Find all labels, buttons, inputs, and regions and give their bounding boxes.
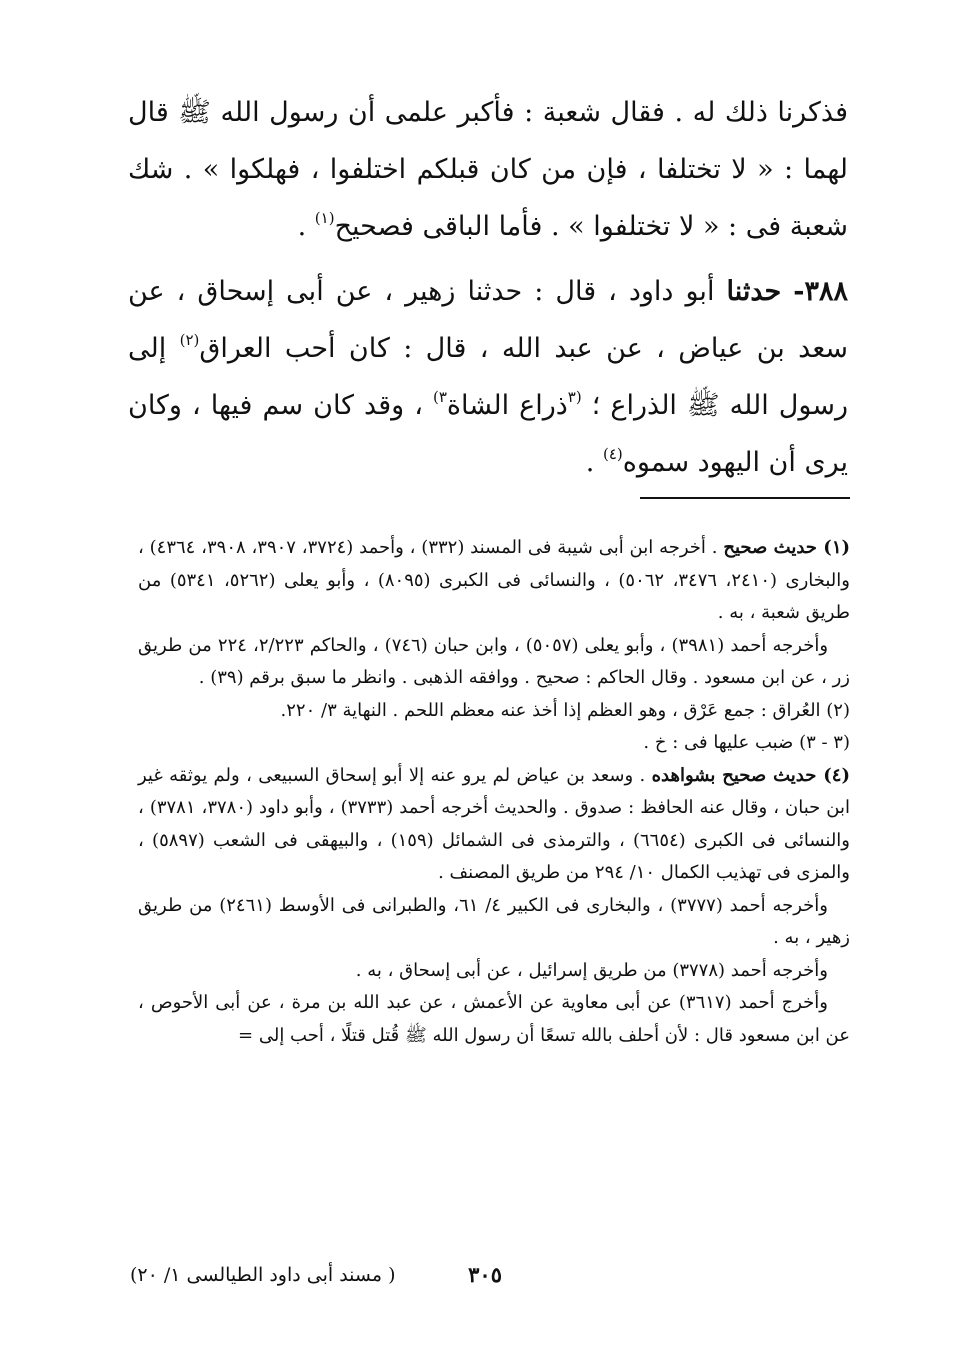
page-footer bbox=[130, 1262, 850, 1292]
hadith-388 bbox=[128, 263, 848, 491]
footnote-ref-3-open: (٣ bbox=[567, 388, 582, 406]
footnote-4-label: (٤) حديث صحيح بشواهده bbox=[651, 764, 850, 786]
footnote-ref-2: (٢) bbox=[179, 331, 200, 349]
paragraph-1 bbox=[128, 84, 848, 255]
footnote-1-label: (١) حديث صحيح bbox=[723, 537, 851, 558]
footnote-1-text: . أخرجه ابن أبى شيبة فى المسند (٣٣٢) ، وأحمد (٣٧٢٤، ٣٩٠٧، ٣٩٠٨، ٤٣٦٤) ، والبخارى (٢٤١٠، ٣٤٧٦، ٥٠٦٢) ، والنسائى فى الكبرى (٨٠٩٥) ، وأبو يعلى (٥٢٦٢، ٥٣٤١) من طريق شعبة ، به . bbox=[138, 537, 850, 623]
running-head: ( مسند أبى داود الطيالسى ١/ ٢٠) bbox=[130, 1264, 396, 1286]
hadith-text-a: أبو داود ، قال : حدثنا زهير ، عن أبى إسحاق ، عن سعد بن عياض ، عن عبد الله ، قال : كان أحب العراق bbox=[128, 276, 848, 364]
footnote-4-continued-3: وأخرج أحمد (٣٦١٧) عن أبى معاوية عن الأعمش ، عن عبد الله بن مرة ، عن أبى الأحوص ، عن ابن مسعود قال : لأن أحلف بالله تسعًا أن رسول الله ﷺ قُتل قتلًا ، أحب إلى = bbox=[138, 992, 850, 1046]
hadith-text-b: إلى رسول الله ﷺ الذراع ؛ bbox=[128, 333, 849, 421]
page-number: ٣٠٥ bbox=[468, 1262, 502, 1287]
footnote-4-text: . وسعد بن عياض لم يرو عنه إلا أبو إسحاق السبيعى ، ولم يوثقه غير ابن حبان ، وقال عنه الحافظ : صدوق . والحديث أخرجه أحمد (٣٧٣٣) ، وأبو داود (٣٧٨٠، ٣٧٨١) ، والنسائى فى الكبرى (٦٦٥٤) ، والترمذى فى الشمائل (١٥٩) ، والبيهقى فى الشعب (٥٨٩٧) ، والمزى فى تهذيب الكمال ١٠/ ٢٩٤ من طريق المصنف . bbox=[138, 764, 850, 883]
hadith-number: ٣٨٨- bbox=[793, 276, 848, 307]
hadith-opening: حدثنا bbox=[726, 276, 782, 307]
footnote-2: (٢) العُراق : جمع عَرْق ، وهو العظم إذا أخذ عنه معظم اللحم . النهاية ٣/ ٢٢٠. bbox=[280, 699, 850, 721]
footnote-4-continued-2: وأخرجه أحمد (٣٧٧٨) من طريق إسرائيل ، عن أبى إسحاق ، به . bbox=[355, 959, 828, 981]
paragraph-1-end: . bbox=[297, 211, 315, 242]
footnotes bbox=[138, 532, 850, 1052]
footnote-1-continued: وأخرجه أحمد (٣٩٨١) ، وأبو يعلى (٥٠٥٧) ، وابن حبان (٧٤٦) ، والحاكم ٢/٢٢٣، ٢٢٤ من طريق زر ، عن ابن مسعود . وقال الحاكم : صحيح . ووافقه الذهبى . وانظر ما سبق برقم (٣٩) . bbox=[138, 634, 850, 688]
footnote-separator bbox=[640, 497, 850, 499]
hadith-end: . bbox=[585, 447, 603, 478]
footnote-4 bbox=[138, 760, 850, 890]
footnote-ref-3-close: ٣) bbox=[432, 388, 447, 406]
footnote-ref-1: (١) bbox=[314, 209, 335, 227]
footnote-ref-4: (٤) bbox=[602, 445, 623, 463]
footnote-3: (٣ - ٣) ضبب عليها فى : خ . bbox=[643, 732, 850, 753]
paragraph-1-text: فذكرنا ذلك له . فقال شعبة : فأكبر علمى أن رسول الله ﷺ قال لهما : « لا تختلفا ، فإن من كان قبلكم اختلفوا ، فهلكوا » . شك شعبة فى : « لا تختلفوا » . فأما الباقى فصحيح bbox=[128, 97, 848, 242]
footnote-4-continued-1: وأخرجه أحمد (٣٧٧٧) ، والبخارى فى الكبير ٤/ ٦١، والطبرانى فى الأوسط (٢٤٦١) من طريق زهير ، به . bbox=[138, 894, 850, 948]
main-text bbox=[128, 84, 848, 491]
hadith-text-d: ، وقد كان سم فيها ، وكان يرى أن اليهود سموه bbox=[128, 390, 848, 478]
footnote-1 bbox=[138, 532, 850, 630]
hadith-text-c: ذراع الشاة bbox=[446, 390, 568, 421]
